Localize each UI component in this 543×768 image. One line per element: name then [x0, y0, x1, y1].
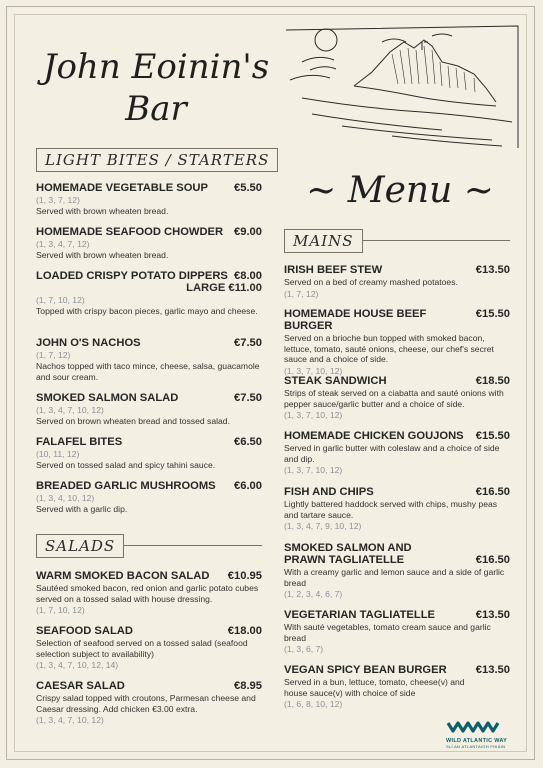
item-allergens: (1, 7, 10, 12) [36, 605, 85, 616]
item-name: VEGETARIAN TAGLIATELLE [284, 609, 436, 621]
item-price: €10.95 [227, 570, 262, 582]
item-description: Served in garlic butter with coleslaw and a choice of side and dip. [284, 443, 500, 464]
item-allergens: (1, 3, 4, 10, 12) [36, 493, 95, 503]
item-allergens: (1, 7, 10, 12) [36, 295, 85, 305]
item-price: €9.00 [234, 226, 262, 238]
item-name: VEGAN SPICY BEAN BURGER [284, 664, 447, 676]
item-name: HOMEMADE VEGETABLE SOUP [36, 182, 208, 194]
item-description: Crispy salad topped with croutons, Parmesan cheese and Caesar dressing. Add chicken €3.00 extra. [36, 693, 256, 714]
item-allergens: (10, 11, 12) [36, 449, 80, 459]
item-allergens: (1, 2, 3, 4, 6, 7) [284, 589, 343, 600]
item-price: €6.00 [234, 480, 262, 492]
section-light-bites: LIGHT BITES / STARTERS [36, 148, 278, 172]
menu-item [284, 375, 510, 420]
item-name: HOMEMADE SEAFOOD CHOWDER [36, 226, 224, 238]
item-description: Sautéed smoked bacon, red onion and garlic potato cubes served on a tossed salad with house dressing. [36, 583, 259, 604]
coastline-illustration [282, 22, 522, 152]
menu-item [36, 625, 262, 670]
menu-item [36, 570, 262, 615]
item-description: With a creamy garlic and lemon sauce and a side of garlic bread [284, 567, 505, 588]
item-name: JOHN O'S NACHOS [36, 337, 141, 349]
menu-item [284, 264, 510, 299]
item-allergens: (1, 3, 4, 7, 10, 12) [36, 405, 104, 415]
item-allergens: (1, 3, 4, 7, 10, 12, 14) [36, 660, 119, 671]
item-description: Nachos topped with taco mince, cheese, salsa, guacamole and sour cream. [36, 361, 260, 382]
item-description: Selection of seafood served on a tossed salad (seafood selection subject to availability) [36, 638, 248, 659]
section-salads: SALADS [36, 534, 124, 558]
item-price: €13.50 [475, 664, 510, 676]
item-allergens: (1, 6, 8, 10, 12) [284, 699, 343, 710]
item-description: Served on a bed of creamy mashed potatoes. [284, 277, 458, 287]
menu-item [36, 270, 262, 317]
item-price: €18.00 [227, 625, 262, 637]
item-price: €13.50 [475, 609, 510, 621]
item-price: €5.50 [234, 182, 262, 194]
bar-title [36, 46, 276, 130]
item-price: €16.50 [475, 554, 510, 566]
item-name: CAESAR SALAD [36, 680, 125, 692]
item-description: Served in a bun, lettuce, tomato, cheese(v) and house sauce(v) with choice of side [284, 677, 465, 698]
item-name: HOMEMADE CHICKEN GOUJONS [284, 430, 464, 442]
menu-item [36, 436, 262, 471]
item-description: Topped with crispy bacon pieces, garlic mayo and cheese. [36, 306, 258, 316]
item-description: Served with brown wheaten bread. [36, 206, 169, 216]
item-description: Strips of steak served on a ciabatta and sauté onions with pepper sauce/garlic butter and a choice of side. [284, 388, 504, 409]
item-name: BREADED GARLIC MUSHROOMS [36, 480, 216, 492]
menu-item [36, 392, 262, 427]
title-line-2: Bar [125, 89, 187, 129]
item-name: SMOKED SALMON AND PRAWN TAGLIATELLE [284, 542, 412, 566]
item-description: With sauté vegetables, tomato cream sauce and garlic bread [284, 622, 491, 643]
item-allergens: (1, 7, 12) [36, 350, 71, 360]
item-name: WARM SMOKED BACON SALAD [36, 570, 210, 582]
item-allergens: (1, 3, 6, 7) [284, 644, 324, 655]
menu-heading: ~ Menu ~ [306, 170, 494, 211]
item-description: Served on tossed salad and spicy tahini sauce. [36, 460, 216, 470]
item-allergens: (1, 3, 7, 10, 12) [284, 365, 343, 376]
item-allergens: (1, 3, 4, 7, 10, 12) [36, 715, 104, 726]
menu-item [36, 480, 262, 515]
item-price: €6.50 [234, 436, 262, 448]
item-name: LOADED CRISPY POTATO DIPPERS [36, 270, 228, 282]
item-allergens: (1, 3, 4, 7, 12) [36, 239, 90, 249]
menu-item [284, 308, 510, 376]
item-description: Served with a garlic dip. [36, 504, 128, 514]
menu-item [284, 486, 510, 531]
menu-item [284, 542, 510, 599]
item-description: Lightly battered haddock served with chips, mushy peas and tartare sauce. [284, 499, 498, 520]
item-price: €15.50 [475, 430, 510, 442]
item-description: Served with brown wheaten bread. [36, 250, 169, 260]
item-name: HOMEMADE HOUSE BEEF BURGER [284, 308, 427, 332]
item-name: FISH AND CHIPS [284, 486, 374, 498]
menu-item [36, 226, 262, 261]
item-name: IRISH BEEF STEW [284, 264, 383, 276]
item-allergens: (1, 7, 12) [284, 288, 319, 299]
logo-line-1: WILD ATLANTIC WAY [446, 738, 508, 744]
menu-item [284, 430, 510, 475]
item-allergens: (1, 3, 7, 12) [36, 195, 80, 205]
menu-item [36, 182, 262, 217]
title-line-1: John Eoinin's [42, 47, 270, 87]
item-large-price: LARGE €11.00 [186, 282, 262, 294]
item-price: €8.95 [234, 680, 262, 692]
item-name: STEAK SANDWICH [284, 375, 387, 387]
item-name: SEAFOOD SALAD [36, 625, 133, 637]
item-name: FALAFEL BITES [36, 436, 123, 448]
logo-text [446, 738, 507, 749]
item-allergens: (1, 3, 4, 7, 9, 10, 12) [284, 521, 362, 532]
item-allergens: (1, 3, 7, 10, 12) [284, 410, 343, 421]
logo-line-2: SLÍ AN ATLANTAIGH FHIÁIN [446, 744, 506, 749]
item-price: €18.50 [475, 375, 510, 387]
section-mains: MAINS [284, 229, 363, 253]
item-price: €13.50 [475, 264, 510, 276]
menu-item [284, 664, 510, 709]
item-price: €16.50 [475, 486, 510, 498]
item-price: €7.50 [234, 392, 262, 404]
menu-item [36, 680, 262, 725]
item-name: SMOKED SALMON SALAD [36, 392, 179, 404]
item-price: €7.50 [234, 337, 262, 349]
menu-item [284, 609, 510, 654]
item-price: €15.50 [475, 308, 510, 320]
menu-item [36, 337, 262, 382]
item-allergens: (1, 3, 7, 10, 12) [284, 465, 343, 476]
item-description: Served on brown wheaten bread and tossed salad. [36, 416, 230, 426]
item-description: Served on a brioche bun topped with smoked bacon, lettuce, tomato, sauté onions, cheese, our chef's secret sauce and a choice of side. [284, 333, 494, 365]
item-price: €8.00 [234, 270, 262, 282]
